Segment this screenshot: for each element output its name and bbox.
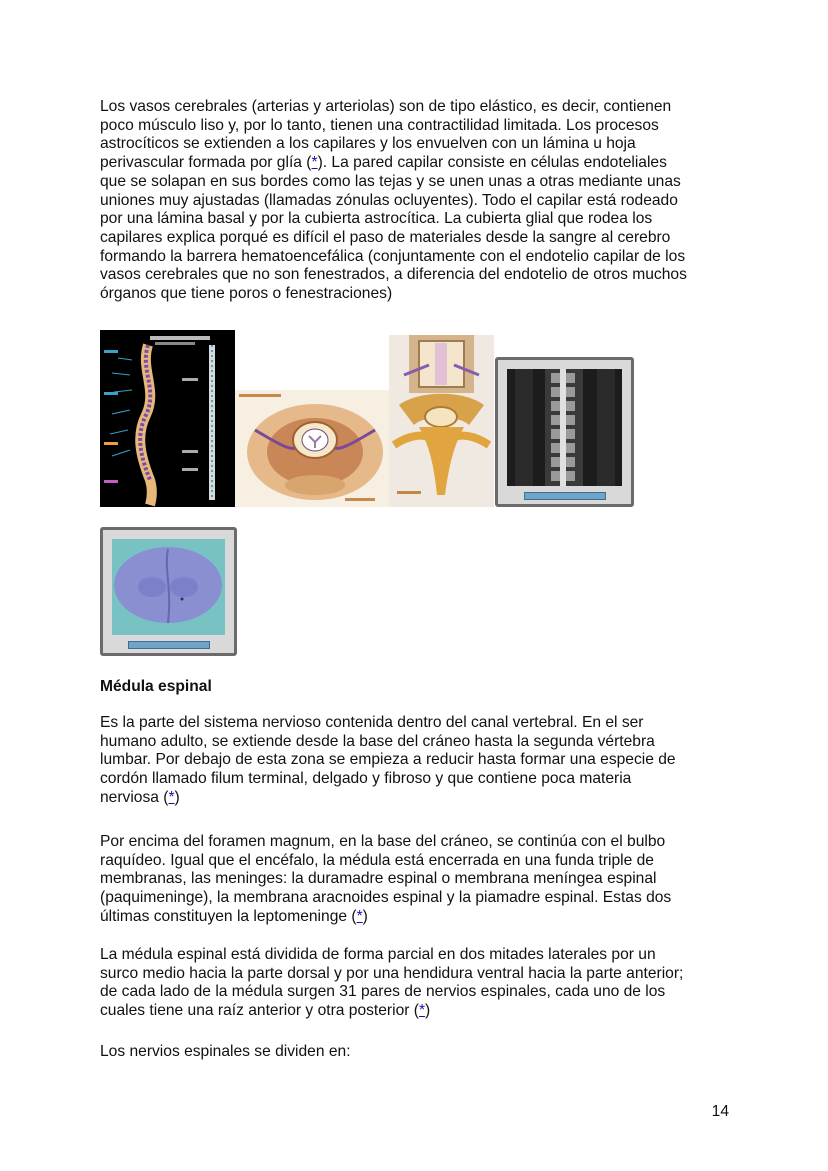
text-line: formando la barrera hematoencefálica (conjuntamente con el endotelio capilar de los (100, 247, 686, 265)
text-line: Es la parte del sistema nervioso contenida dentro del canal vertebral. En el ser (100, 714, 644, 731)
text-line: últimas constituyen la leptomeninge (*) (100, 907, 368, 925)
text-line: órganos que tiene poros o fenestraciones) (100, 285, 393, 303)
text-line: de cada lado de la médula surgen 31 pares de nervios espinales, cada uno de los (100, 983, 666, 1001)
figure-caption-bar (524, 492, 606, 500)
reference-link[interactable]: * (311, 154, 318, 172)
text-line: lumbar. Por debajo de esta zona se empieza a reducir hasta formar una especie de (100, 751, 676, 769)
figure-mri-scan (495, 357, 634, 507)
text-line: Los vasos cerebrales (arterias y arteriolas) son de tipo elástico, es decir, contienen (100, 98, 672, 115)
paragraph-meninges (100, 833, 740, 927)
text-line: Por encima del foramen magnum, en la base del cráneo, se continúa con el bulbo (100, 833, 666, 850)
text-line: La médula espinal está dividida de forma parcial en dos mitades laterales por un (100, 946, 656, 963)
text-line: por una lámina basal y por la cubierta astrocítica. La cubierta glial que rodea los (100, 210, 653, 228)
reference-link[interactable]: * (168, 788, 175, 806)
text-line: cordón llamado filum terminal, delgado y fibroso y que contiene poca materia (100, 770, 632, 788)
text-line: capilares explica porqué es difícil el paso de materiales desde la sangre al cerebro (100, 228, 671, 246)
section-heading: Médula espinal (100, 678, 212, 695)
text-line: nerviosa (*) (100, 788, 180, 806)
text-line: (paquimeninge), la membrana aracnoides espinal y la piamadre espinal. Estas dos (100, 889, 672, 907)
text-line: surco medio hacia la parte dorsal y por una hendidura ventral hacia la parte anterior; (100, 964, 684, 982)
figure-vertebral-column (100, 330, 235, 507)
paragraph-vasos-cerebrales (100, 98, 740, 304)
page-number: 14 (711, 1103, 729, 1120)
figure-caption-bar (128, 641, 210, 649)
text-line: astrocíticos se extienden a los capilares y los envuelven con un lámina u hoja (100, 135, 636, 153)
text-line: perivascular formada por glía (*). La pared capilar consiste en células endoteliales (100, 154, 667, 172)
paragraph-division-nervios (100, 1043, 740, 1062)
text-line: uniones muy ajustadas (llamadas zónulas ocluyentes). Todo el capilar está rodeado (100, 191, 678, 209)
text-line: membranas, las meninges: la duramadre espinal o membrana meníngea espinal (100, 870, 657, 888)
figure-vertebra-dissection (389, 335, 494, 507)
text-line: vasos cerebrales que no son fenestrados, a diferencia del endotelio de otros muchos (100, 266, 687, 284)
text-line: que se solapan en sus bordes como las tejas y se unen unas a otras mediante unas (100, 172, 681, 190)
text-line: raquídeo. Igual que el encéfalo, la médula está encerrada en una funda triple de (100, 851, 654, 869)
reference-link[interactable]: * (418, 1002, 426, 1020)
text-line: Los nervios espinales se dividen en: (100, 1043, 351, 1060)
text-line: humano adulto, se extiende desde la base del cráneo hasta la segunda vértebra (100, 732, 655, 750)
figure-spinal-cross-section (235, 390, 389, 507)
paragraph-definicion-medula (100, 714, 740, 808)
figure-histology-slide (100, 527, 237, 656)
text-line: cuales tiene una raíz anterior y otra posterior (*) (100, 1002, 431, 1020)
text-line: poco músculo liso y, por lo tanto, tienen una contractilidad limitada. Los procesos (100, 116, 659, 134)
reference-link[interactable]: * (356, 907, 363, 925)
paragraph-nervios-espinales (100, 946, 740, 1021)
